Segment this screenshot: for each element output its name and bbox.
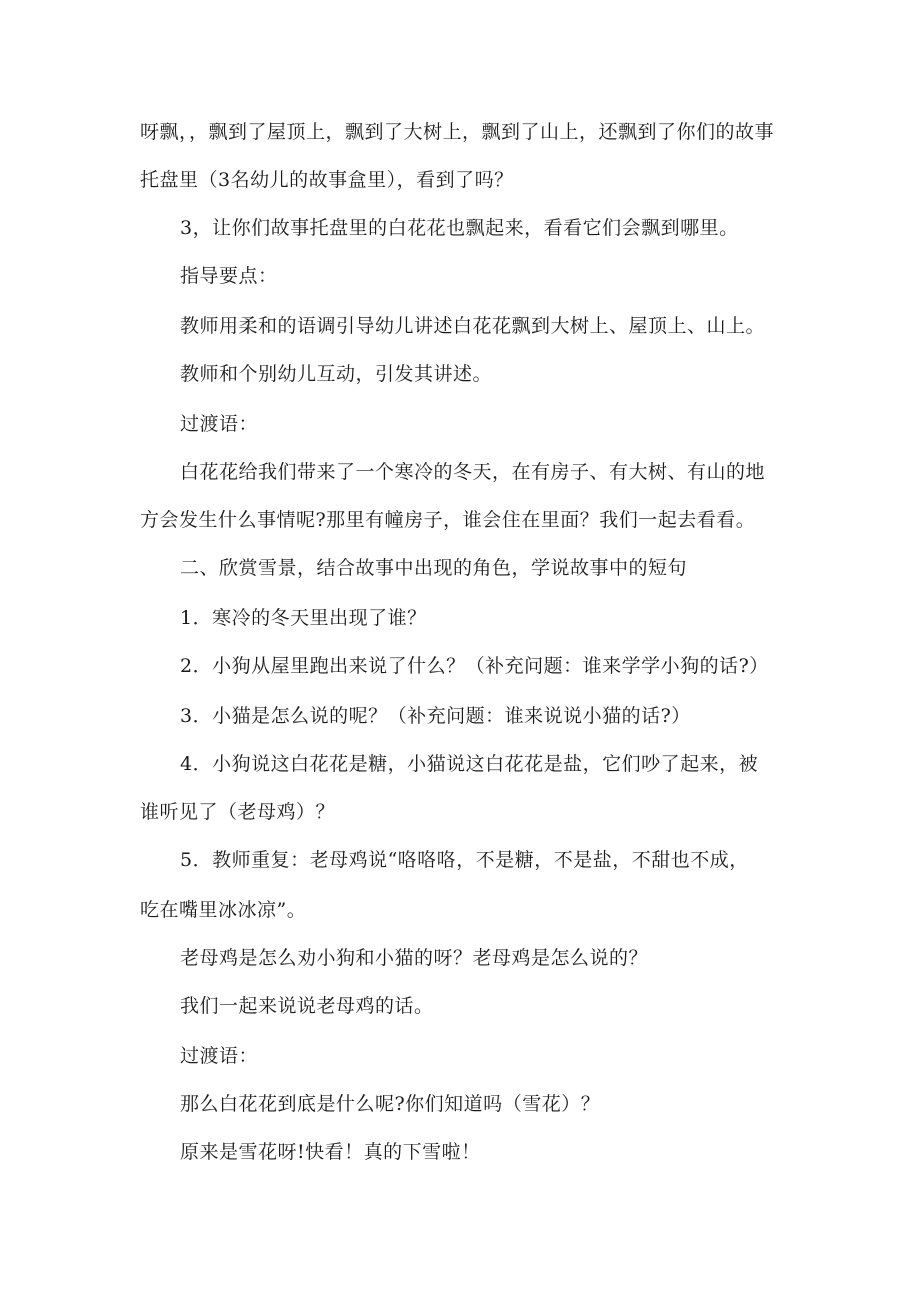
list-item: 2．小狗从屋里跑出来说了什么？（补充问题：谁来学学小狗的话?） (180, 655, 769, 677)
list-item: 4．小狗说这白花花是糖，小猫说这白花花是盐，它们吵了起来，被 (180, 753, 759, 775)
text-line: 3，让你们故事托盘里的白花花也飘起来，看看它们会飘到哪里。 (180, 217, 739, 239)
list-item: 5．教师重复：老母鸡说“咯咯咯，不是糖，不是盐，不甜也不成， (180, 849, 749, 871)
text-line: 那么白花花到底是什么呢?你们知道吗（雪花）？ (180, 1093, 601, 1115)
text-line: 谁听见了（老母鸡）？ (140, 801, 336, 823)
list-item: 3．小猫是怎么说的呢？（补充问题：谁来说说小猫的话?） (180, 705, 691, 727)
section-heading: 过渡语： (180, 413, 259, 435)
text-line: 方会发生什么事情呢?那里有幢房子，谁会住在里面？我们一起去看看。 (140, 509, 756, 531)
text-line: 教师用柔和的语调引导幼儿讲述白花花飘到大树上、屋顶上、山上。 (180, 315, 766, 337)
text-line: 教师和个别幼儿互动，引发其讲述。 (180, 363, 493, 385)
section-heading: 过渡语： (180, 1045, 259, 1067)
text-line: 原来是雪花呀!快看！真的下雪啦！ (180, 1141, 481, 1163)
section-heading: 二、欣赏雪景，结合故事中出现的角色，学说故事中的短句 (180, 557, 688, 579)
list-item: 1．寒冷的冬天里出现了谁？ (180, 607, 427, 629)
text-line: 吃在嘴里冰冰凉”。 (140, 899, 307, 921)
text-line: 老母鸡是怎么劝小狗和小猫的呀？老母鸡是怎么说的？ (180, 947, 649, 969)
text-line: 我们一起来说说老母鸡的话。 (180, 995, 434, 1017)
section-heading: 指导要点： (180, 265, 278, 287)
text-line: 呀飘，，飘到了屋顶上，飘到了大树上，飘到了山上，还飘到了你们的故事 (140, 121, 775, 143)
text-line: 白花花给我们带来了一个寒冷的冬天，在有房子、有大树、有山的地 (180, 461, 766, 483)
text-line: 托盘里（3名幼儿的故事盒里），看到了吗？ (140, 169, 514, 191)
